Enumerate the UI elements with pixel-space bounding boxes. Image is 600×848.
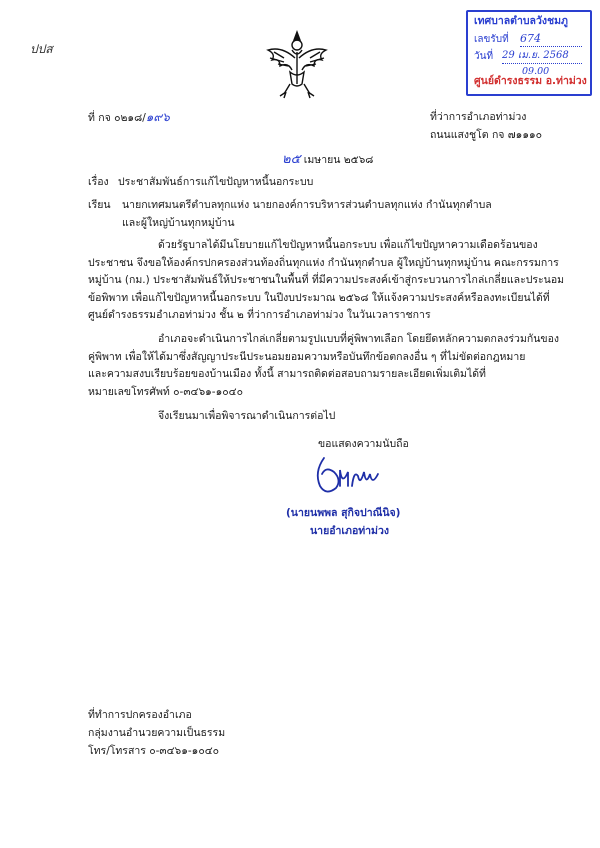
paragraph-1: [88, 237, 565, 325]
stamp-received-row: [474, 32, 509, 47]
reference-number: ๑๙๖: [145, 110, 170, 124]
reference-line: [88, 110, 170, 126]
signer-name: (นายนพพล สุกิจปาณีนิจ): [286, 507, 401, 519]
paragraph-2: [88, 331, 560, 401]
paragraph-3-line: จึงเรียนมาเพื่อพิจารณาดำเนินการต่อไป: [158, 410, 336, 422]
stamp-date-row: [474, 49, 493, 64]
footer-line-1: ที่ทำการปกครองอำเภอ: [88, 709, 192, 721]
date-day: ๒๕: [282, 152, 301, 167]
paragraph-3: [88, 408, 548, 426]
paragraph-1-line: ประชาชน จึงขอให้องค์กรปกครองส่วนท้องถิ่นทุกแห่ง กำนันทุกตำบล ผู้ใหญ่บ้านทุกหมู่บ้าน คณะกรรมการ: [88, 256, 559, 269]
receiving-stamp: [466, 10, 592, 96]
stamp-received-no: 674: [520, 31, 582, 47]
stamp-org: เทศบาลตำบลวังชมภู: [474, 15, 568, 27]
stamp-center: ศูนย์ดำรงธรรม อ.ท่าม่วง: [474, 75, 587, 87]
recipient-line-1: นายกเทศมนตรีตำบลทุกแห่ง นายกองค์การบริหารส่วนตำบลทุกแห่ง กำนันทุกตำบล: [122, 199, 492, 211]
subject-line: [88, 175, 313, 190]
date-month-year: เมษายน ๒๕๖๘: [303, 154, 374, 166]
paragraph-1-line: ด้วยรัฐบาลได้มีนโยบายแก้ไขปัญหาหนี้นอกระบบ เพื่อแก้ไขปัญหาความเดือดร้อนของ: [158, 239, 538, 251]
reference-prefix: ที่ กจ ๐๒๑๘/: [88, 112, 146, 124]
paragraph-1-line: ข้อพิพาท เพื่อแก้ไขปัญหาหนี้นอกระบบ ในปีงบประมาณ ๒๕๖๘ ให้แจ้งความประสงค์หรือลงทะเบียนได้ที่: [88, 291, 550, 304]
paragraph-1-line: ศูนย์ดำรงธรรมอำเภอท่าม่วง ชั้น ๒ ที่ว่าการอำเภอท่าม่วง ในวันเวลาราชการ: [88, 309, 431, 321]
recipient-line-2: และผู้ใหญ่บ้านทุกหมู่บ้าน: [122, 217, 235, 229]
recipient-label: เรียน: [88, 199, 111, 211]
paragraph-2-line: อำเภอจะดำเนินการไกล่เกลี่ยตามรูปแบบที่คู่พิพาทเลือก โดยยึดหลักความตกลงร่วมกันของ: [158, 333, 560, 345]
signer-position: นายอำเภอท่าม่วง: [310, 525, 390, 537]
footer-line-2: กลุ่มงานอำนวยความเป็นธรรม: [88, 727, 226, 739]
stamp-date-label: วันที่: [474, 51, 494, 62]
date-line: [282, 152, 373, 168]
subject-text: ประชาสัมพันธ์การแก้ไขปัญหาหนี้นอกระบบ: [118, 176, 314, 188]
stamp-time: 09.00: [522, 66, 550, 77]
stamp-date: 29 เม.ย. 2568: [502, 48, 582, 64]
closing: ขอแสดงความนับถือ: [318, 438, 409, 450]
signature-icon: [308, 452, 398, 500]
paragraph-2-line: และความสงบเรียบร้อยของบ้านเมือง ทั้งนี้ สามารถติดต่อสอบถามรายละเอียดเพิ่มเติมได้ที่: [88, 368, 486, 380]
paragraph-1-line: หมู่บ้าน (กม.) ประชาสัมพันธ์ให้ประชาชนในพื้นที่ ที่มีความประสงค์เข้าสู่กระบวนการไกล่เกลี่ยและประนอม: [88, 274, 565, 286]
subject-label: เรื่อง: [88, 176, 109, 188]
corner-handwritten-mark: ปปส: [30, 42, 53, 56]
paragraph-2-line: หมายเลขโทรศัพท์ ๐-๓๔๖๑-๑๐๔๐: [88, 385, 244, 398]
sender-address-line-2: ถนนแสงชูโต กจ ๗๑๑๑๐: [430, 129, 543, 141]
paragraph-2-line: คู่พิพาท เพื่อให้ได้มาซึ่งสัญญาประนีประนอมยอมความหรือบันทึกข้อตกลงอื่น ๆ ที่ไม่ขัดต่อกฎหมาย: [88, 350, 526, 363]
stamp-received-label: เลขรับที่: [474, 34, 509, 45]
footer-line-3: โทร/โทรสาร ๐-๓๔๖๑-๑๐๔๐: [88, 745, 220, 757]
sender-address-line-1: ที่ว่าการอำเภอท่าม่วง: [430, 111, 527, 123]
garuda-emblem-icon: [262, 28, 332, 100]
